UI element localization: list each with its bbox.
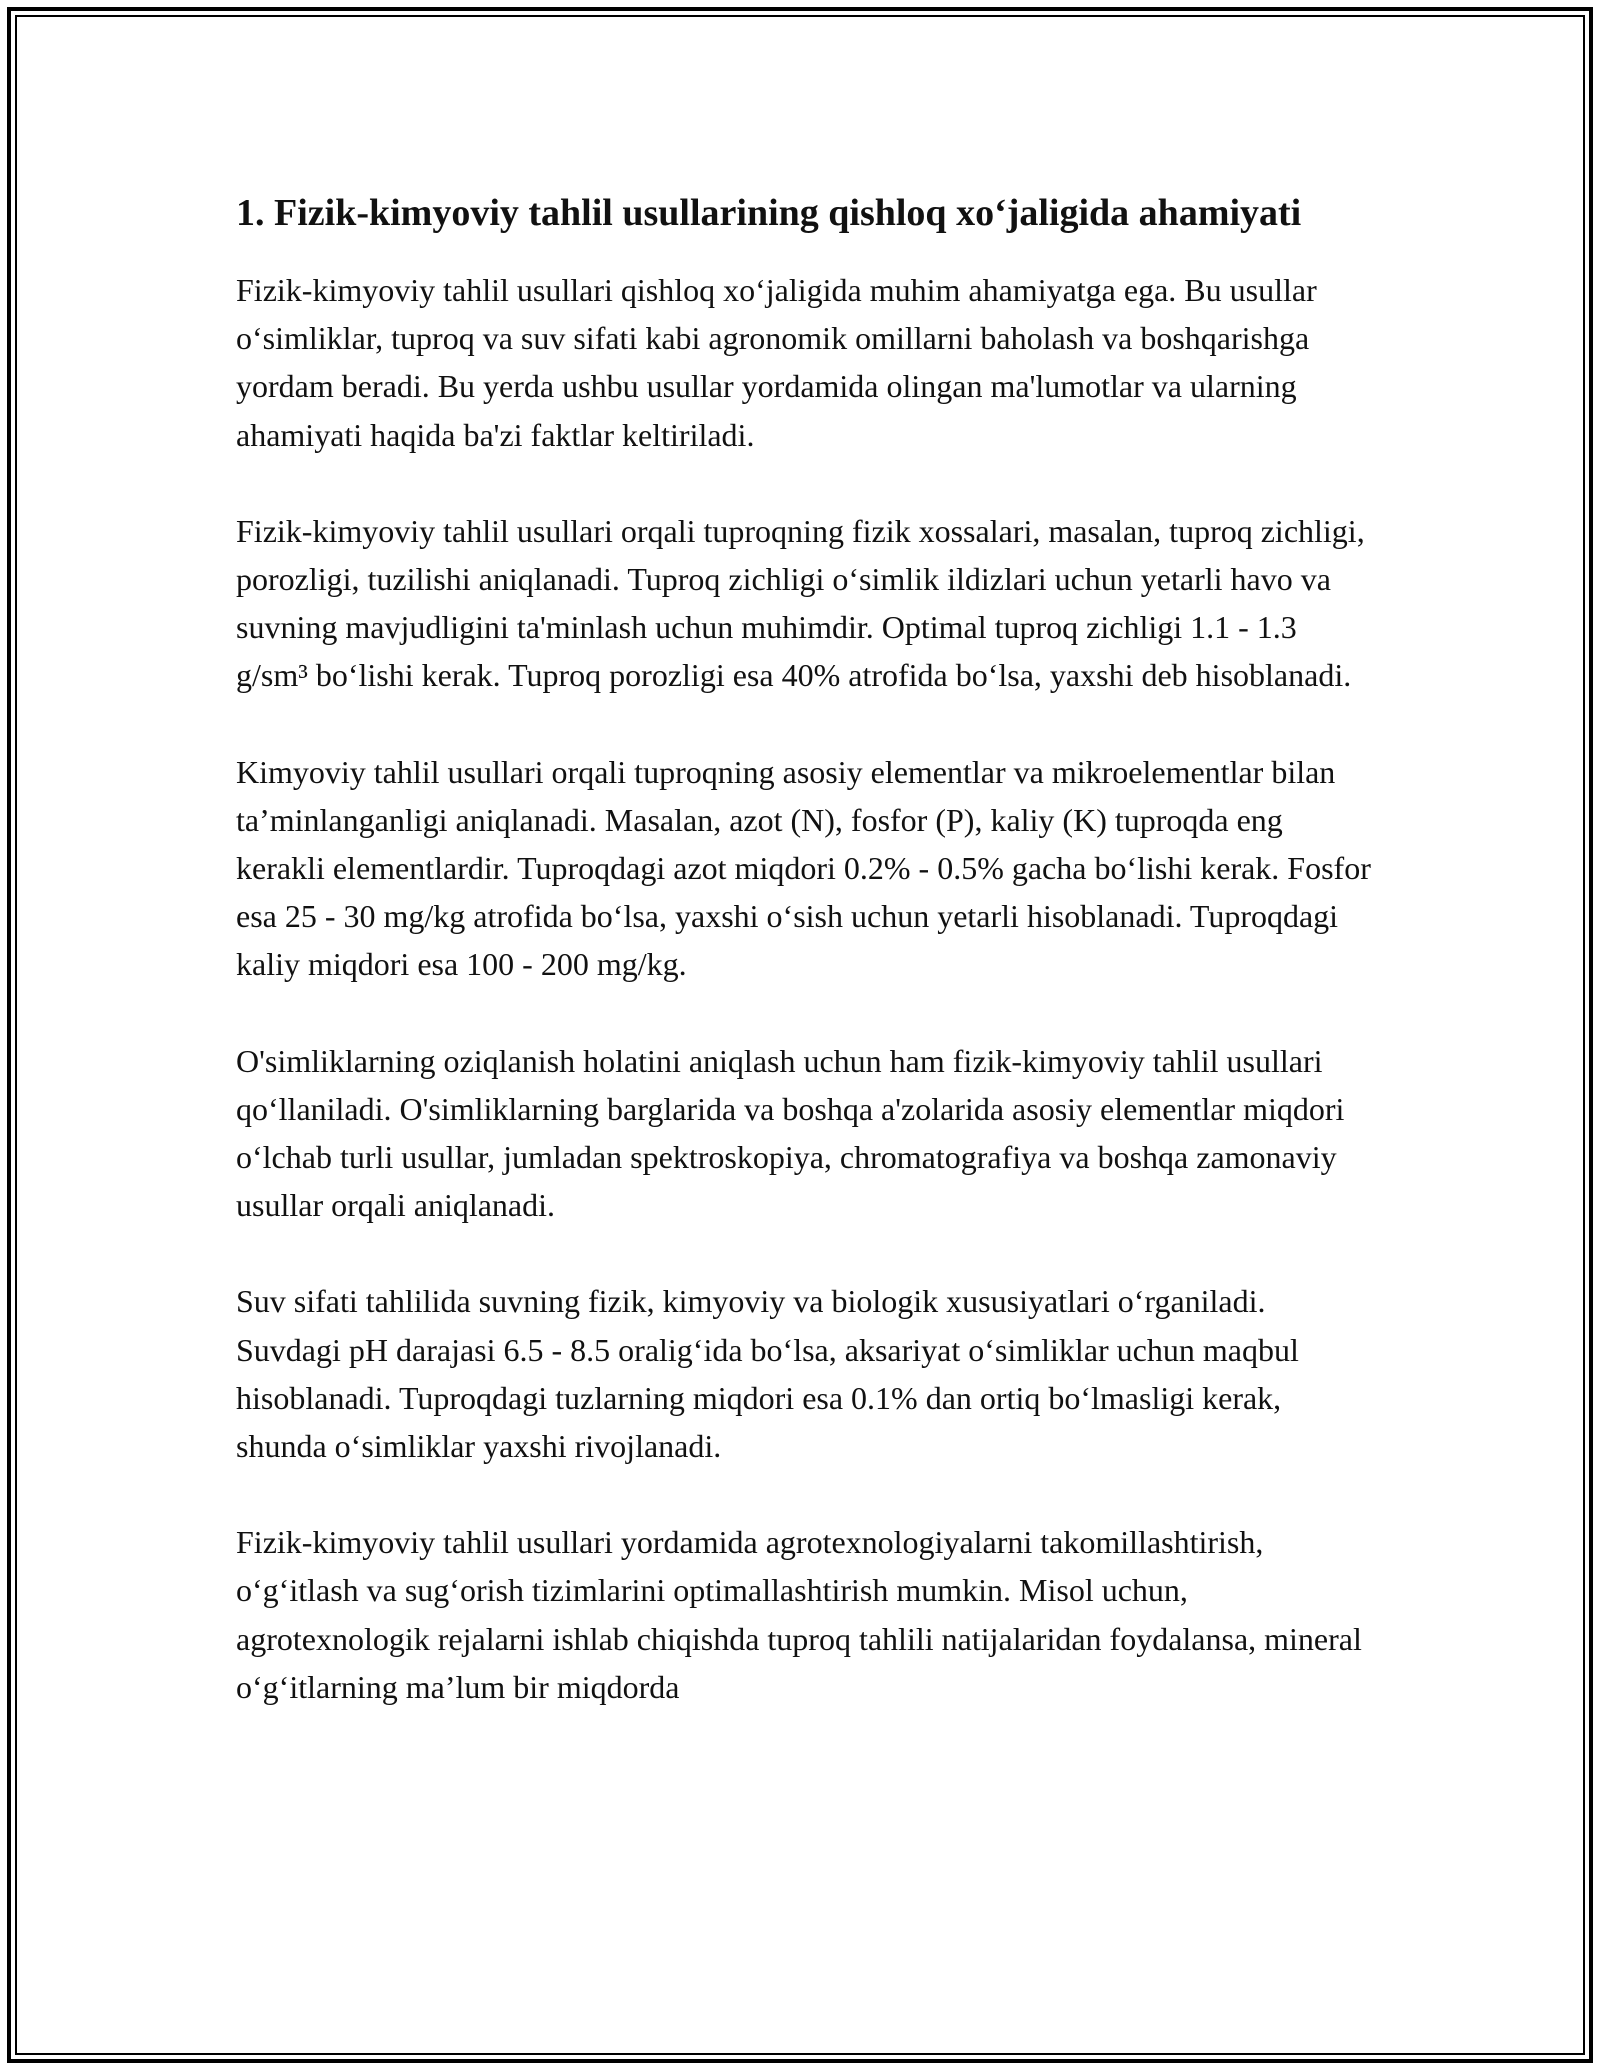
paragraph-agrotechnology: Fizik-kimyoviy tahlil usullari yordamida agrotexnologiyalarni takomillashtirish, o‘g‘itlash va sug‘orish tizimlarini optimallashtirish mumkin. Misol uchun, agrotexnologik rejalarni ishlab chiqishda tuproq tahlili natijalaridan foydalansa, mineral o‘g‘itlarning ma’lum bir miqdorda	[236, 1524, 1362, 1705]
paragraph-intro: Fizik-kimyoviy tahlil usullari qishloq xo‘jaligida muhim ahamiyatga ega. Bu usullar o‘simliklar, tuproq va suv sifati kabi agronomik omillarni baholash va boshqarishga yordam beradi. Bu yerda ushbu usullar yordamida olingan ma'lumotlar va ularning ahamiyati haqida ba'zi faktlar keltiriladi.	[236, 272, 1317, 453]
paragraph-soil-chemical: Kimyoviy tahlil usullari orqali tuproqning asosiy elementlar va mikroelementlar bilan ta’minlanganligi aniqlanadi. Masalan, azot (N), fosfor (P), kaliy (K) tuproqda eng kerakli elementlardir. Tuproqdagi azot miqdori 0.2% - 0.5% gacha bo‘lishi kerak. Fosfor esa 25 - 30 mg/kg atrofida bo‘lsa, yaxshi o‘sish uchun yetarli hisoblanadi. Tuproqdagi kaliy miqdori esa 100 - 200 mg/kg.	[236, 753, 1371, 983]
paragraph-water-quality: Suv sifati tahlilida suvning fizik, kimyoviy va biologik xususiyatlari o‘rganiladi. Suvdagi pH darajasi 6.5 - 8.5 oralig‘ida bo‘lsa, aksariyat o‘simliklar uchun maqbul hisoblanadi. Tuproqdagi tuzlarning miqdori esa 0.1% dan ortiq bo‘lmasligi kerak, shunda o‘simliklar yaxshi rivojlanadi.	[236, 1283, 1299, 1465]
document-body	[236, 186, 1376, 1759]
paragraph-plant-nutrition: O'simliklarning oziqlanish holatini aniqlash uchun ham fizik-kimyoviy tahlil usullari qo‘llaniladi. O'simliklarning barglarida va boshqa a'zolarida asosiy elementlar miqdori o‘lchab turli usullar, jumladan spektroskopiya, chromatografiya va boshqa zamonaviy usullar orqali aniqlanadi.	[236, 1042, 1345, 1224]
paragraph-soil-physical: Fizik-kimyoviy tahlil usullari orqali tuproqning fizik xossalari, masalan, tuproq zichligi, porozligi, tuzilishi aniqlanadi. Tuproq zichligi o‘simlik ildizlari uchun yetarli havo va suvning mavjudligini ta'minlash uchun muhimdir. Optimal tuproq zichligi 1.1 - 1.3 g/sm³ bo‘lishi kerak. Tuproq porozligi esa 40% atrofida bo‘lsa, yaxshi deb hisoblanadi.	[236, 512, 1365, 694]
section-heading: 1. Fizik-kimyoviy tahlil usullarining qishloq xo‘jaligida ahamiyati	[236, 192, 1302, 234]
